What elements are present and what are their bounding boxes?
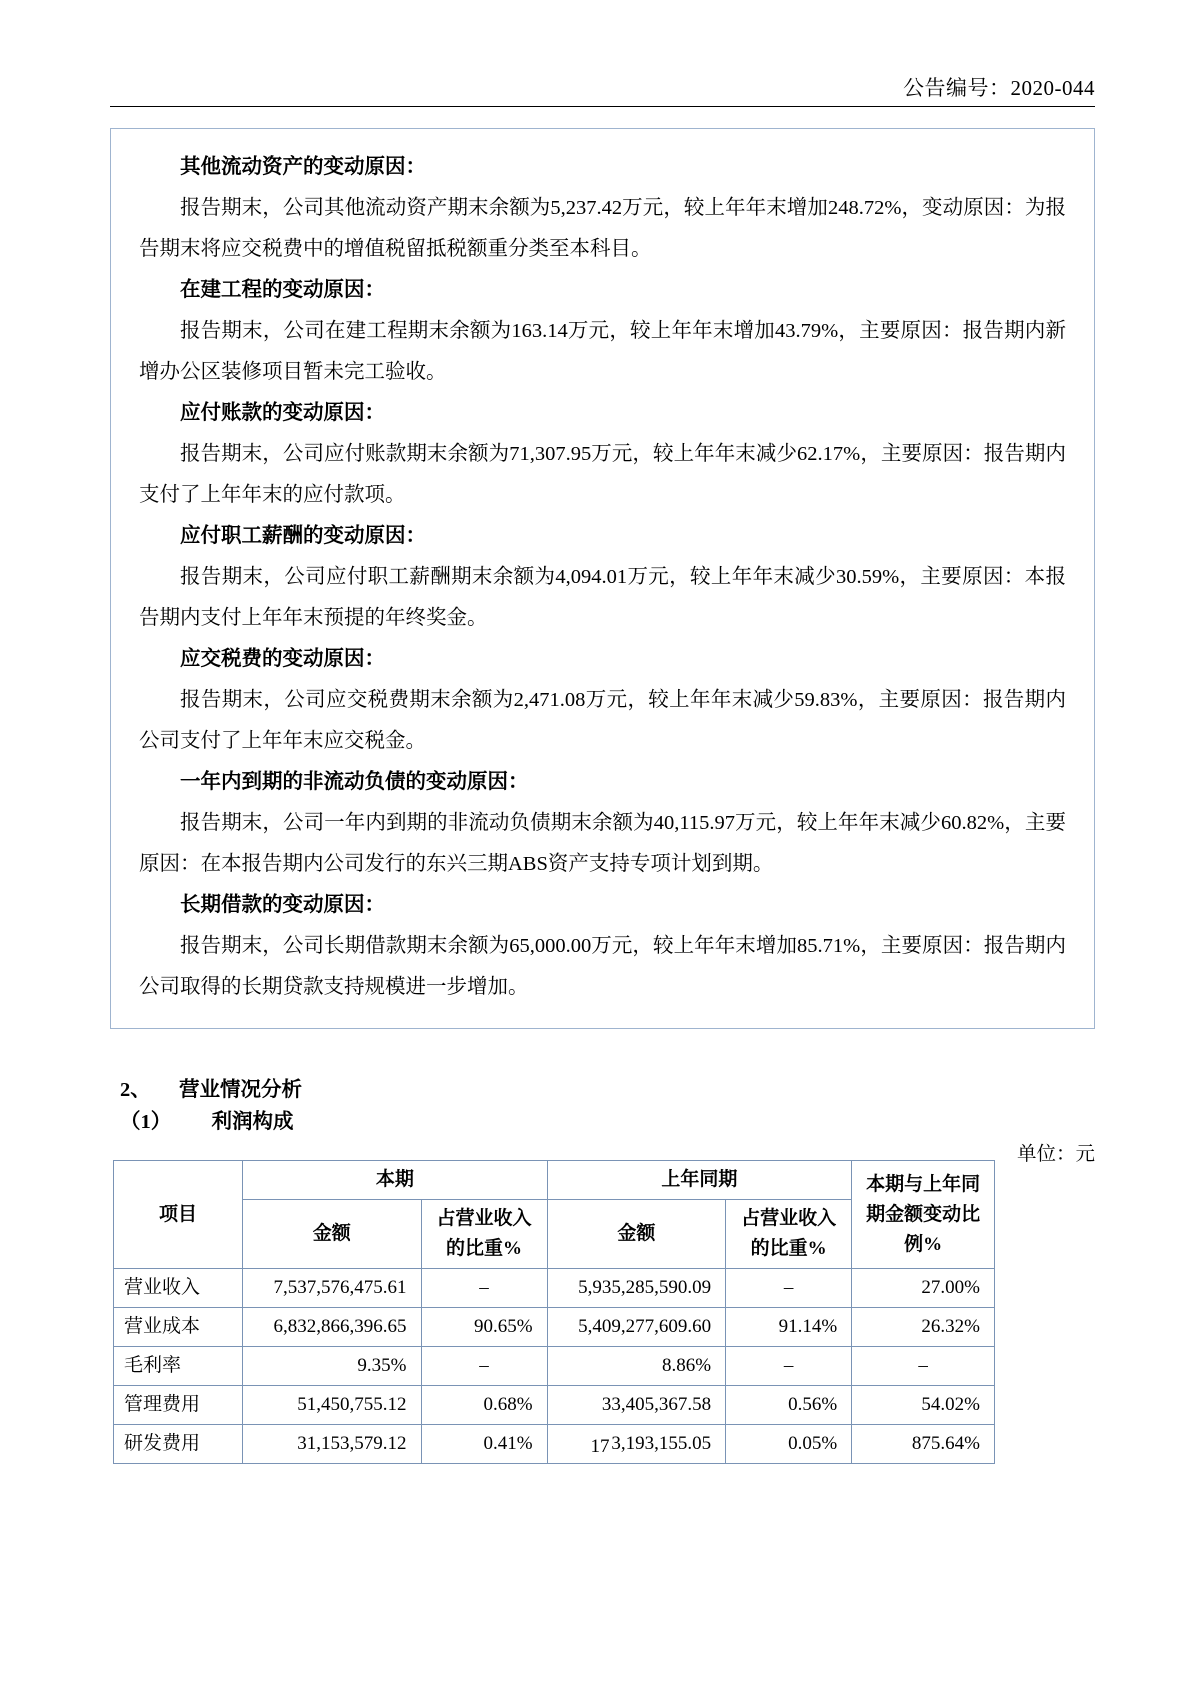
row-current-amount: 31,153,579.12 [243, 1425, 421, 1464]
announcement-number: 公告编号：2020-044 [903, 76, 1095, 100]
row-change: 26.32% [852, 1308, 995, 1347]
note-subhead: 应交税费的变动原因： [180, 648, 385, 670]
row-item: 研发费用 [114, 1425, 243, 1464]
note-body: 报告期末，公司一年内到期的非流动负债期末余额为40,115.97万元，较上年年末减少60.82%，主要原因：在本报告期内公司发行的东兴三期ABS资产支持专项计划到期。 [139, 812, 1066, 875]
page-header [110, 72, 1095, 102]
row-prior-amount: 5,935,285,590.09 [547, 1269, 725, 1308]
row-current-ratio: 0.41% [421, 1425, 547, 1464]
row-change: 875.64% [852, 1425, 995, 1464]
note-subhead: 一年内到期的非流动负债的变动原因： [180, 771, 529, 793]
row-prior-ratio: – [726, 1269, 852, 1308]
note-subhead: 其他流动资产的变动原因： [180, 156, 426, 178]
table-row [114, 1308, 995, 1347]
note-body: 报告期末，公司应付账款期末余额为71,307.95万元，较上年年末减少62.17%，主要原因：报告期内支付了上年年末的应付款项。 [139, 443, 1066, 506]
row-current-ratio: – [421, 1347, 547, 1386]
table-row [114, 1269, 995, 1308]
row-change: 54.02% [852, 1386, 995, 1425]
subsection-number: （1） [120, 1111, 172, 1133]
table-row [114, 1347, 995, 1386]
subsection-title: 利润构成 [211, 1111, 294, 1133]
row-prior-ratio: – [726, 1347, 852, 1386]
notes-frame [110, 128, 1095, 1029]
note-subhead: 长期借款的变动原因： [180, 894, 385, 916]
page-number: 17 [590, 1436, 610, 1457]
row-item: 毛利率 [114, 1347, 243, 1386]
row-current-amount: 6,832,866,396.65 [243, 1308, 421, 1347]
column-header-current-period: 本期 [243, 1161, 548, 1200]
column-header-item: 项目 [114, 1161, 243, 1269]
row-current-amount: 51,450,755.12 [243, 1386, 421, 1425]
subsection-heading [120, 1104, 294, 1134]
row-change: – [852, 1347, 995, 1386]
column-header-change-ratio: 本期与上年同期金额变动比例% [852, 1161, 995, 1269]
row-prior-ratio: 0.56% [726, 1386, 852, 1425]
note-body: 报告期末，公司在建工程期末余额为163.14万元，较上年年末增加43.79%，主要原因：报告期内新增办公区装修项目暂未完工验收。 [139, 320, 1066, 383]
row-current-amount: 9.35% [243, 1347, 421, 1386]
note-body: 报告期末，公司长期借款期末余额为65,000.00万元，较上年年末增加85.71%，主要原因：报告期内公司取得的长期贷款支持规模进一步增加。 [139, 935, 1066, 998]
row-prior-amount: 5,409,277,609.60 [547, 1308, 725, 1347]
row-prior-ratio: 0.05% [726, 1425, 852, 1464]
note-subhead: 应付职工薪酬的变动原因： [180, 525, 426, 547]
row-change: 27.00% [852, 1269, 995, 1308]
column-header-prior-amount: 金额 [547, 1200, 725, 1269]
column-header-current-amount: 金额 [243, 1200, 421, 1269]
note-body: 报告期末，公司其他流动资产期末余额为5,237.42万元，较上年年末增加248.72%，变动原因：为报告期末将应交税费中的增值税留抵税额重分类至本科目。 [139, 197, 1066, 260]
row-current-ratio: 0.68% [421, 1386, 547, 1425]
table-row [114, 1386, 995, 1425]
row-item: 营业成本 [114, 1308, 243, 1347]
row-item: 营业收入 [114, 1269, 243, 1308]
note-body: 报告期末，公司应付职工薪酬期末余额为4,094.01万元，较上年年末减少30.59%，主要原因：本报告期内支付上年年末预提的年终奖金。 [139, 566, 1066, 629]
note-body: 报告期末，公司应交税费期末余额为2,471.08万元，较上年年末减少59.83%，主要原因：报告期内公司支付了上年年末应交税金。 [139, 689, 1066, 752]
row-item: 管理费用 [114, 1386, 243, 1425]
row-prior-amount: 33,405,367.58 [547, 1386, 725, 1425]
column-header-current-ratio: 占营业收入的比重% [421, 1200, 547, 1269]
note-subhead: 应付账款的变动原因： [180, 402, 385, 424]
section-title: 营业情况分析 [179, 1079, 302, 1101]
section-heading [120, 1072, 302, 1102]
row-current-amount: 7,537,576,475.61 [243, 1269, 421, 1308]
column-header-prior-ratio: 占营业收入的比重% [726, 1200, 852, 1269]
section-number: 2、 [120, 1079, 151, 1101]
row-prior-ratio: 91.14% [726, 1308, 852, 1347]
column-header-prior-period: 上年同期 [547, 1161, 852, 1200]
header-divider [110, 106, 1095, 107]
row-prior-amount: 8.86% [547, 1347, 725, 1386]
profit-composition-table [113, 1160, 995, 1464]
row-current-ratio: – [421, 1269, 547, 1308]
table-header-row [114, 1161, 995, 1200]
row-current-ratio: 90.65% [421, 1308, 547, 1347]
note-subhead: 在建工程的变动原因： [180, 279, 385, 301]
row-prior-amount: 3,193,155.05 [547, 1425, 725, 1464]
unit-label: 单位：元 [1016, 1144, 1095, 1165]
